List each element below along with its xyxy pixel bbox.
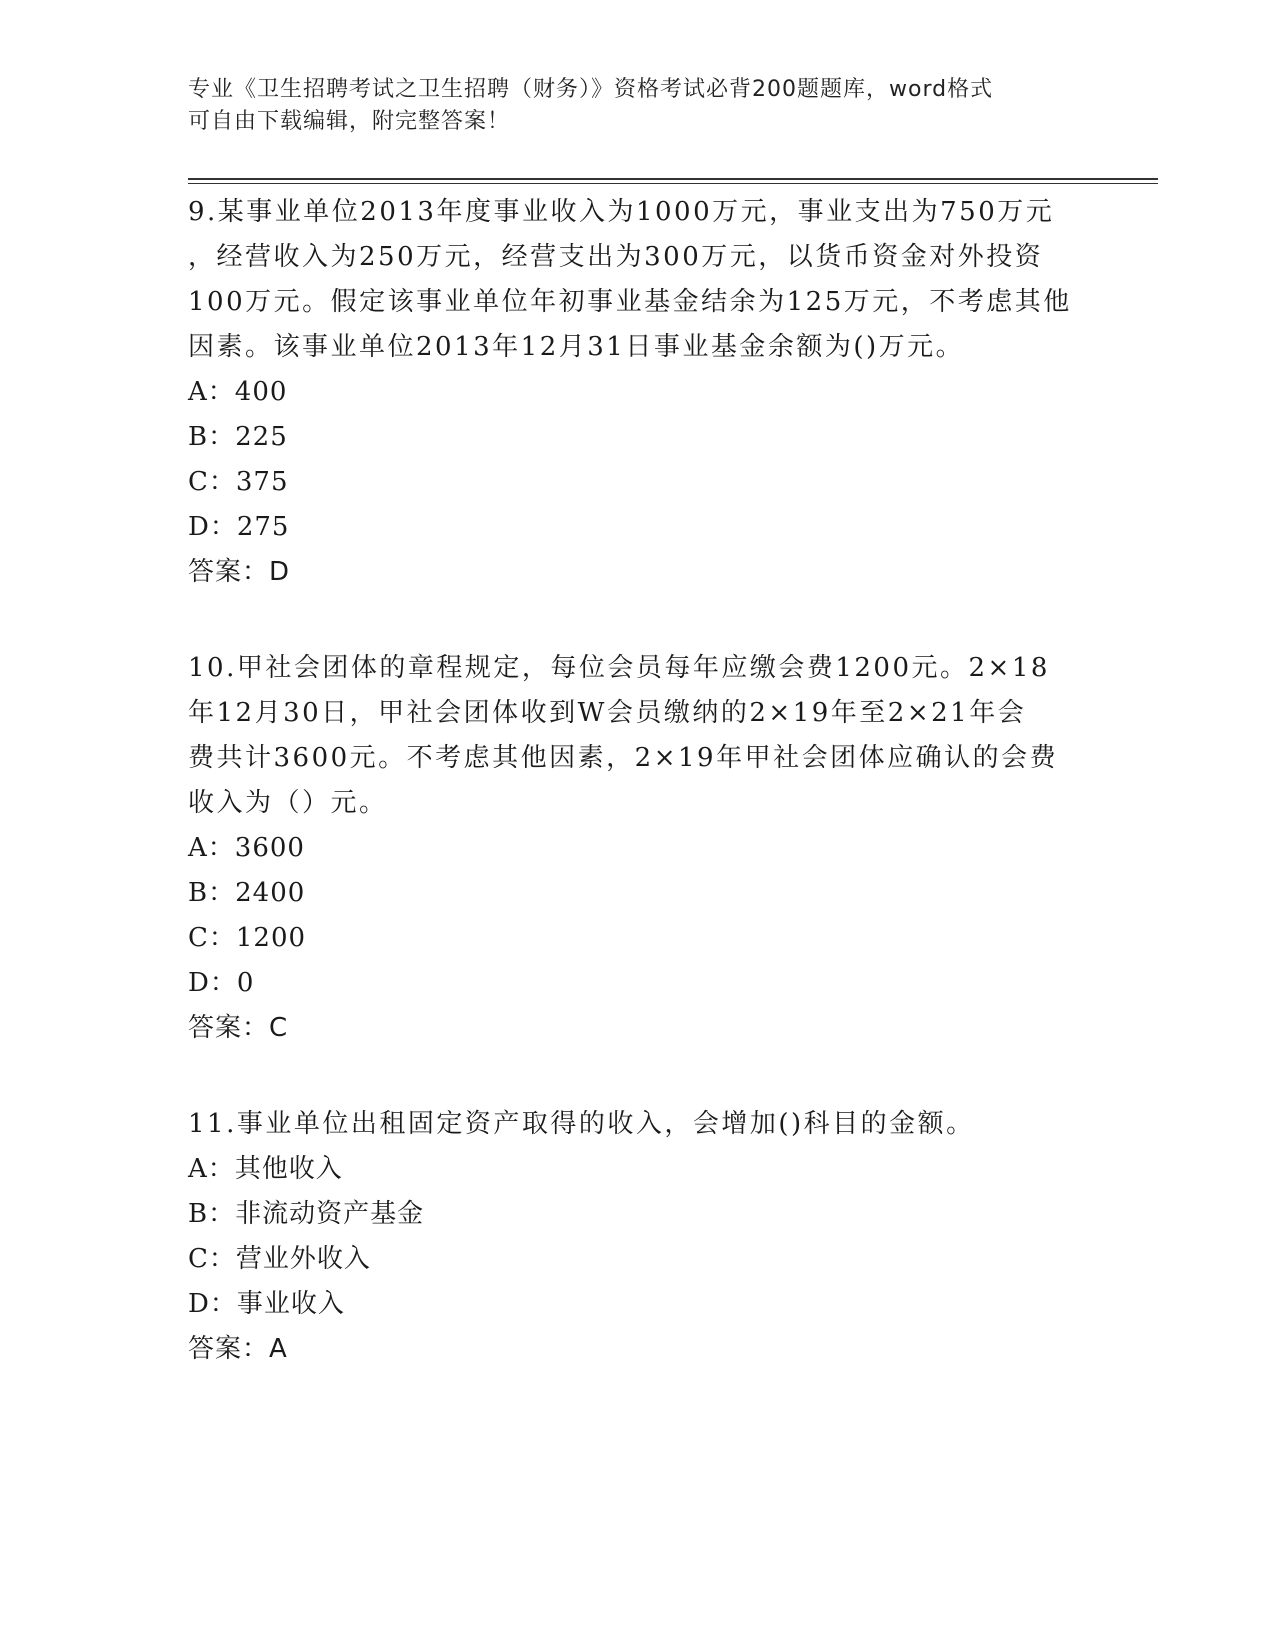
answer-line: 答案：A bbox=[188, 1334, 288, 1364]
option-a: A：400 bbox=[188, 377, 288, 407]
question-stem-line: 年12月30日，甲社会团体收到W会员缴纳的2×19年至2×21年会 bbox=[188, 698, 1027, 728]
option-c: C：1200 bbox=[188, 923, 307, 953]
question-stem-line: 9.某事业单位2013年度事业收入为1000万元，事业支出为750万元 bbox=[188, 197, 1055, 227]
document-header bbox=[188, 74, 1088, 138]
question-10 bbox=[188, 646, 1088, 1051]
option-a: A：其他收入 bbox=[188, 1154, 343, 1184]
answer-line: 答案：C bbox=[188, 1013, 289, 1043]
header-divider-thick bbox=[188, 178, 1158, 180]
question-stem-line: 因素。该事业单位2013年12月31日事业基金余额为()万元。 bbox=[188, 332, 965, 362]
question-stem-line: 费共计3600元。不考虑其他因素，2×19年甲社会团体应确认的会费 bbox=[188, 743, 1059, 773]
answer-line: 答案：D bbox=[188, 557, 291, 587]
header-line-1: 专业《卫生招聘考试之卫生招聘（财务）》资格考试必背200题题库，word格式 bbox=[188, 77, 994, 102]
option-d: D：0 bbox=[188, 968, 255, 998]
option-b: B：2400 bbox=[188, 878, 306, 908]
header-divider-thin bbox=[188, 183, 1158, 184]
question-stem-line: 100万元。假定该事业单位年初事业基金结余为125万元，不考虑其他 bbox=[188, 287, 1072, 317]
option-c: C：375 bbox=[188, 467, 289, 497]
question-stem-line: 11.事业单位出租固定资产取得的收入，会增加()科目的金额。 bbox=[188, 1109, 975, 1139]
option-b: B：225 bbox=[188, 422, 288, 452]
header-line-2: 可自由下载编辑，附完整答案！ bbox=[188, 109, 511, 134]
option-d: D：事业收入 bbox=[188, 1289, 345, 1319]
question-stem-line: 收入为（）元。 bbox=[188, 788, 388, 818]
question-9 bbox=[188, 190, 1088, 595]
option-d: D：275 bbox=[188, 512, 290, 542]
option-b: B：非流动资产基金 bbox=[188, 1199, 425, 1229]
question-stem-line: 10.甲社会团体的章程规定，每位会员每年应缴会费1200元。2×18 bbox=[188, 653, 1050, 683]
question-11 bbox=[188, 1102, 1088, 1372]
option-c: C：营业外收入 bbox=[188, 1244, 371, 1274]
option-a: A：3600 bbox=[188, 833, 305, 863]
question-stem-line: ，经营收入为250万元，经营支出为300万元，以货币资金对外投资 bbox=[188, 242, 1044, 272]
